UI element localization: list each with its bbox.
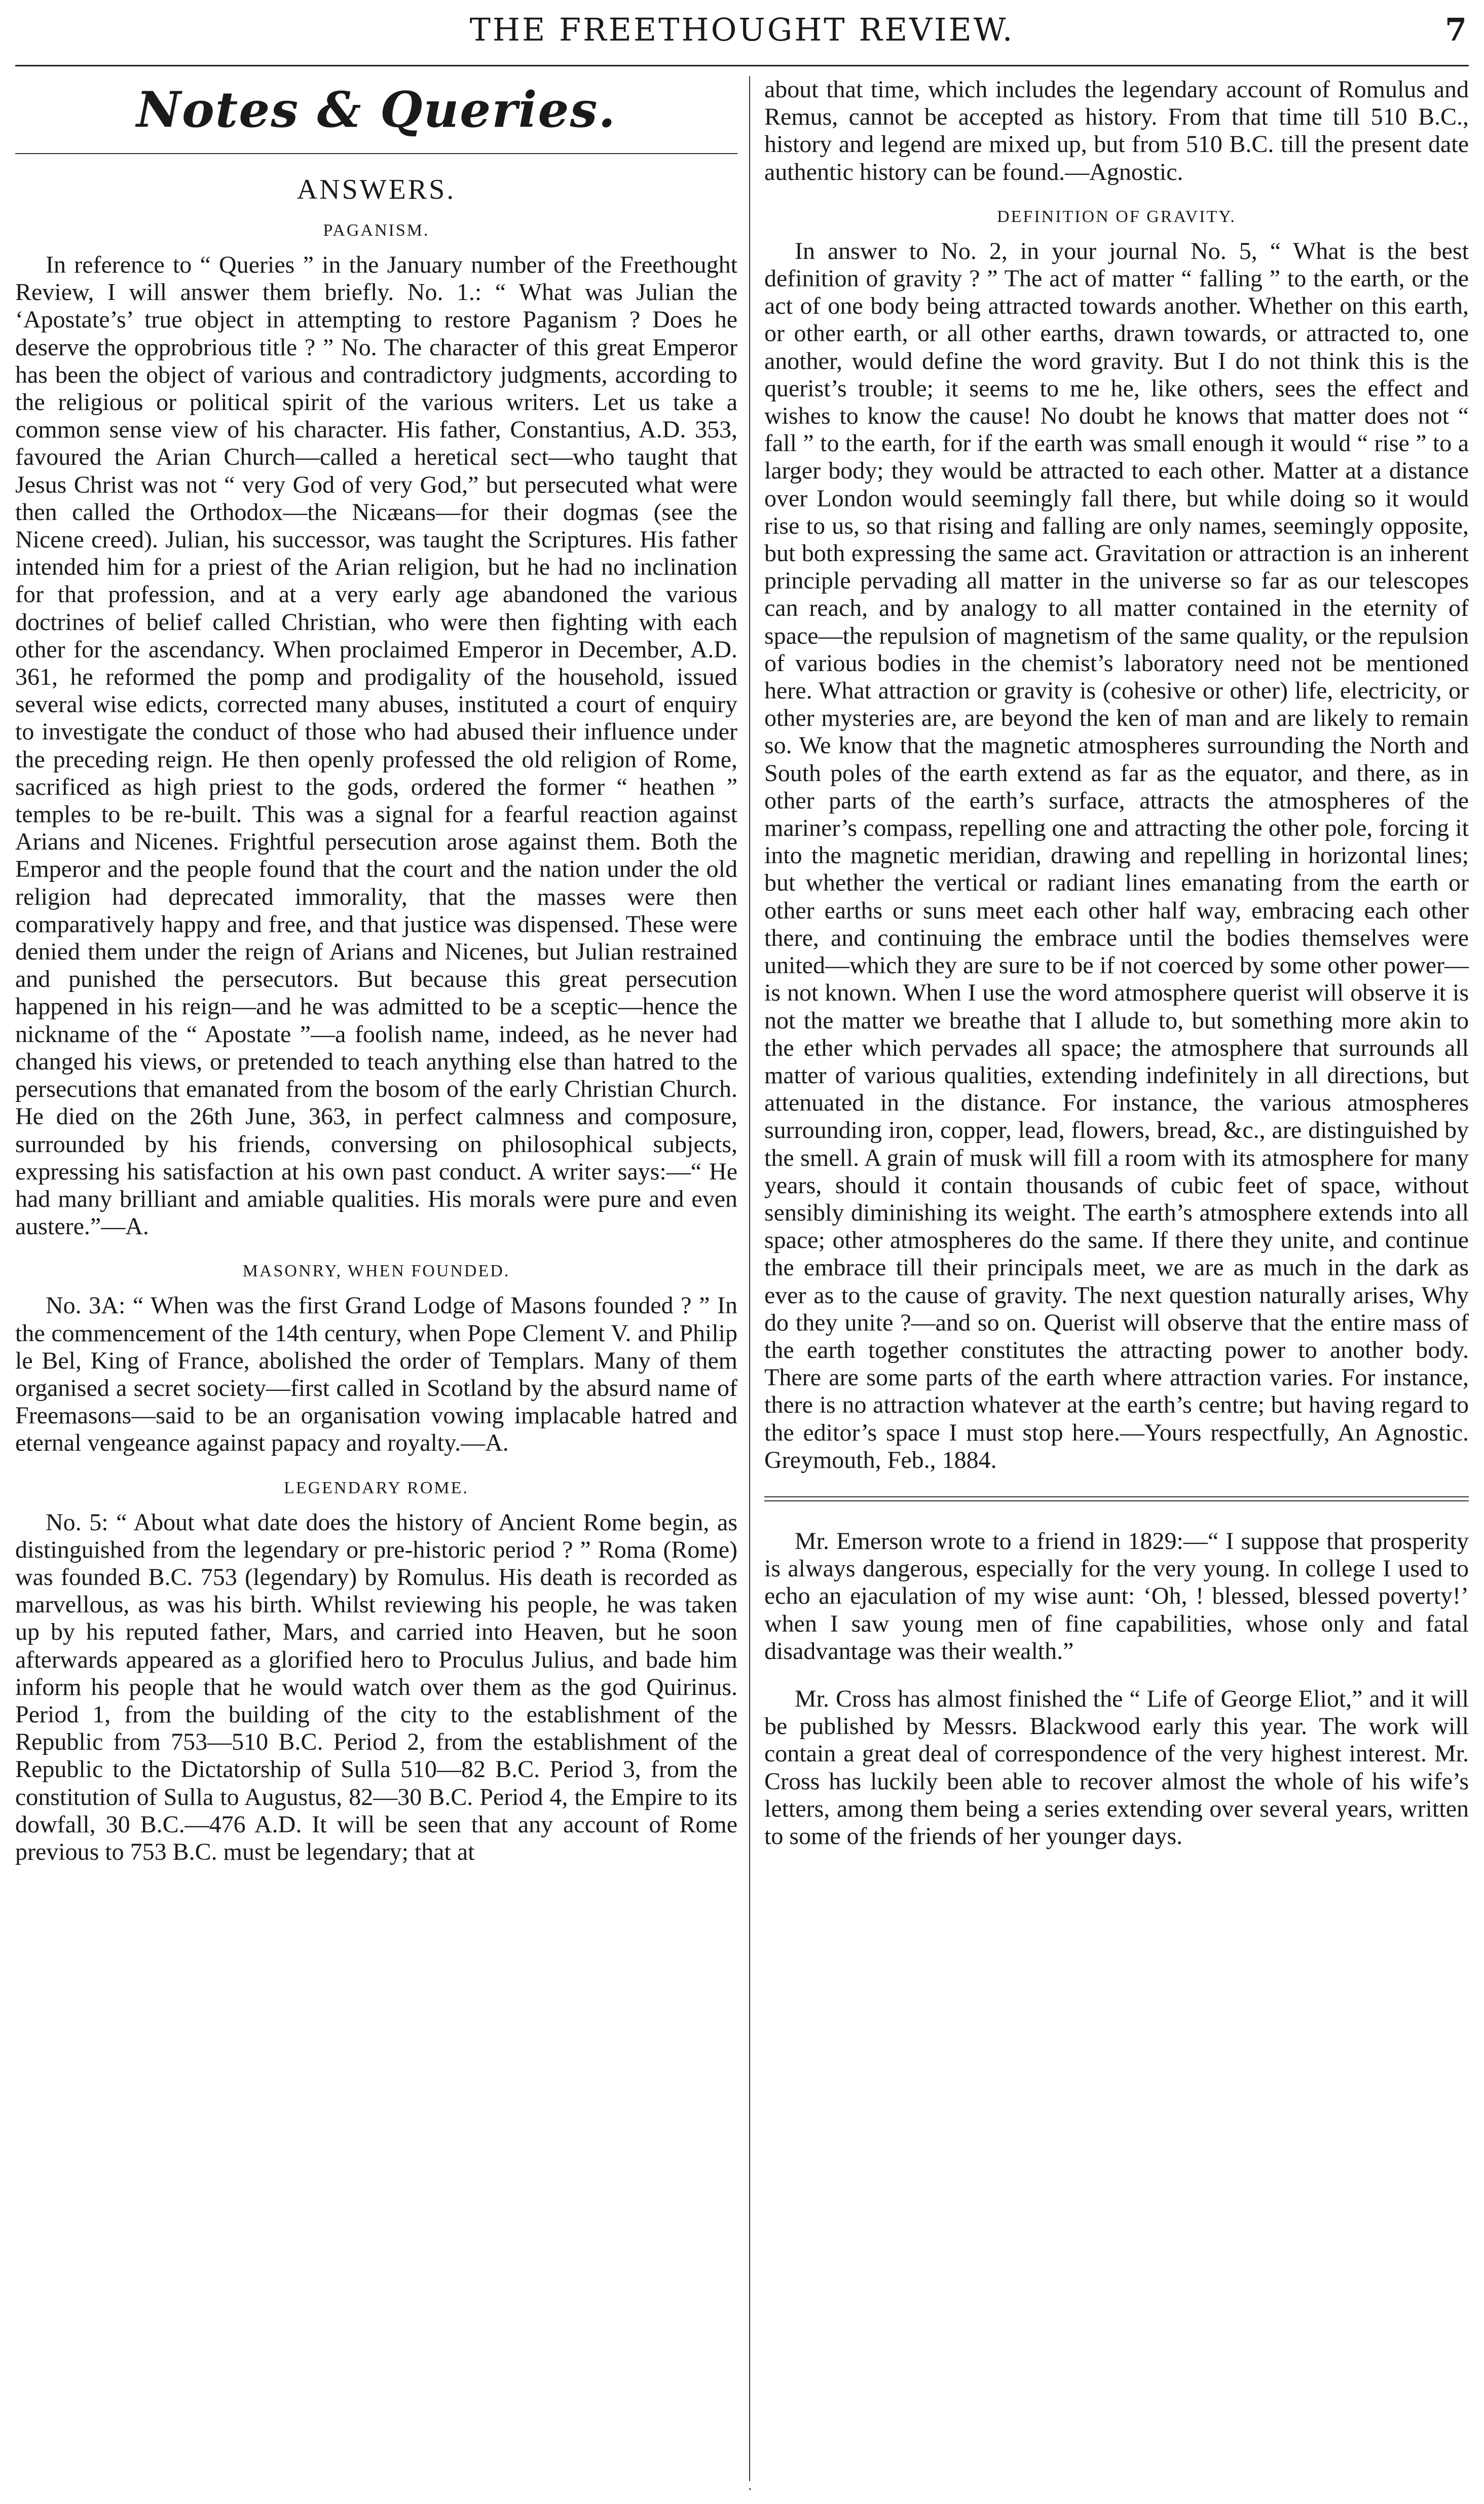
section-separator xyxy=(764,1496,1469,1501)
running-head: THE FREETHOUGHT REVIEW. xyxy=(469,11,1015,48)
footer-mark: . xyxy=(748,2476,753,2494)
rome-answer: No. 5: “ About what date does the history of Ancient Rome begin, as distinguished from the legendary or pre-historic period ? ” Roma (Rome) was founded B.C. 753 (legendary) by Romulus. His death is recorded as marvellous, as was his birth. Whilst reviewing his people, he was taken up by his reputed father, Mars, and carried into Heaven, but he soon afterwards appeared as a glorified hero to Proculus Julius, and bade him inform his people that he would watch over them as the god Quirinus. Period 1, from the building of the city to the establishment of the Republic from 753—510 B.C. Period 2, from the establishment of the Republic to the Dictatorship of Sulla 510—82 B.C. Period 3, from the constitution of Sulla to Augustus, 82—30 B.C. Period 4, the Empire to its dowfall, 30 B.C.—476 A.D. It will be seen that any account of Rome previous to 753 B.C. must be legendary; that at xyxy=(15,1508,737,1865)
gravity-heading: DEFINITION OF GRAVITY. xyxy=(997,207,1236,226)
paganism-answer: In reference to “ Queries ” in the January number of the Freethought Review, I will answer them briefly. No. 1.: “ What was Julian the ‘Apostate’s’ true object in attempting to restore Paganism ? Does he deserve the opprobrious title ? ” No. The character of this great Emperor has been the object of various and contradictory judgments, according to the religious or political spirit of the various writers. Let us take a common sense view of his character. His father, Constantius, A.D. 353, favoured the Arian Church—called a heretical sect—who taught that Jesus Christ was not “ very God of very God,” but persecuted what were then called the Orthodox—the Nicæans—for their dogmas (see the Nicene creed). Julian, his successor, was taught the Scriptures. His father intended him for a priest of the Arian religion, but he had no inclination for that profession, and at a very early age abandoned the various doctrines of belief called Christian, who were then fighting with each other for the ascendancy. When proclaimed Emperor in December, A.D. 361, he reformed the pomp and prodigality of the household, issued several wise edicts, corrected many abuses, instituted a court of enquiry to investigate the conduct of those who had abused their influence under the preceding reign. He then openly professed the old religion of Rome, sacrificed as high priest to the gods, ordered the former “ heathen ” temples to be re-built. This was a signal for a fearful reaction against Arians and Nicenes. Frightful persecution arose against them. Both the Emperor and the people found that the court and the nation under the old religion had deprecated immorality, that the masses were then comparatively happy and free, and that justice was dispensed. These were denied them under the reign of Arians and Nicenes, but Julian restrained and punished the persecutors. But because this great persecution happened in his reign—and he was admitted to be a sceptic—hence the nickname of the “ Apostate ”—a foolish name, indeed, as he never had changed his views, or pretended to teach anything else than hatred to the persecutions that emanated from the bosom of the early Christian Church. He died on the 26th June, 363, in perfect calmness and composure, surrounded by his friends, conversing on philosophical subjects, expressing his satisfaction at his own past conduct. A writer says:—“ He had many brilliant and amiable qualities. His morals were pure and even austere.”—A. xyxy=(15,251,737,1240)
left-column xyxy=(15,76,737,1866)
cross-note: Mr. Cross has almost finished the “ Life of George Eliot,” and it will be published by Messrs. Blackwood early this year. The work will contain a great deal of correspondence of the very highest interest. Mr. Cross has luckily been able to recover almost the whole of his wife’s letters, among them being a series extending over several years, written to some of the friends of her younger days. xyxy=(764,1685,1469,1850)
column-divider xyxy=(749,76,750,2481)
gravity-answer: In answer to No. 2, in your journal No. 5, “ What is the best definition of gravity ? ” The act of matter “ falling ” to the earth, or the act of one body being attracted towards another. Whether on this earth, or other earth, or all other earths, drawn towards, or attracted to, one another, would define the word gravity. But I do not think this is the querist’s trouble; it seems to me he, like others, sees the effect and wishes to know the cause! No doubt he knows that matter does not “ fall ” to the earth, for if the earth was small enough it would “ rise ” to a larger body; they would be attracted to each other. Matter at a distance over London would seemingly fall there, but while doing so it would rise to us, so that rising and falling are only names, seemingly opposite, but both expressing the same act. Gravitation or attraction is an inherent principle pervading all matter in the universe so far as our telescopes can reach, and by analogy to all matter contained in the eternity of space—the repulsion of magnetism of the same quality, or the repulsion of various bodies in the chemist’s laboratory need not be mentioned here. What attraction or gravity is (cohesive or other) life, electricity, or other mysteries are, are beyond the ken of man and are likely to remain so. We know that the magnetic atmospheres surrounding the North and South poles of the earth extend as far as the equator, and there, as in other parts of the earth’s surface, attracts the atmospheres of the mariner’s compass, repelling one and attracting the other pole, forcing it into the magnetic meridian, drawing and repelling in horizontal lines; but whether the vertical or radiant lines emanating from the earth or other earths or suns meet each other half way, embracing each other there, and continuing the embrace until the bodies themselves were united—which they are sure to be if not coerced by some other power—is not known. When I use the word atmosphere querist will observe it is not the matter we breathe that I allude to, but something more akin to the ether which pervades all space; the atmosphere that surrounds all matter of various qualities, extending indefinitely in all directions, but attenuated in the distance. For instance, the various atmospheres surrounding iron, copper, lead, flowers, bread, &c., are distinguished by the smell. A grain of musk will fill a room with its atmosphere for many years, should it contain thousands of cubic feet of space, without sensibly diminishing its weight. The earth’s atmosphere extends into all space; other atmospheres do the same. If there they unite, and continue the embrace till their principals meet, we are as much in the dark as ever as to the cause of gravity. The next question naturally arises, Why do they unite ?—and so on. Querist will observe that the entire mass of the earth together constitutes the attracting power to another body. There are some parts of the earth where attraction varies. For instance, there is no attraction whatever at the earth’s centre; but having regard to the editor’s space I must stop here.—Yours respectfully, An Agnostic. Greymouth, Feb., 1884. xyxy=(764,237,1469,1474)
page-header xyxy=(15,9,1469,65)
rome-heading: LEGENDARY ROME. xyxy=(284,1478,469,1497)
section-title: Notes & Queries. xyxy=(136,81,616,138)
page-number: 7 xyxy=(1444,11,1467,48)
masonry-heading: MASONRY, WHEN FOUNDED. xyxy=(242,1262,510,1281)
rome-answer-continued: about that time, which includes the legendary account of Romulus and Remus, cannot be accepted as history. From that time till 510 B.C., history and legend are mixed up, but from 510 B.C. till the present date authentic history can be found.—Agnostic. xyxy=(764,76,1469,186)
header-rule xyxy=(15,65,1469,66)
right-column xyxy=(764,76,1469,1850)
masonry-answer: No. 3A: “ When was the first Grand Lodge of Masons founded ? ” In the commencement of the 14th century, when Pope Clement V. and Philip le Bel, King of France, abolished the order of Templars. Many of them organised a secret society—first called in Scotland by the absurd name of Freemasons—said to be an organisation vowing implacable hatred and eternal vengeance against papacy and royalty.—A. xyxy=(15,1292,737,1457)
paragraph-gap xyxy=(764,1665,1469,1685)
paganism-heading: PAGANISM. xyxy=(323,221,430,240)
answers-heading: ANSWERS. xyxy=(296,174,456,205)
title-rule xyxy=(15,153,737,154)
emerson-note: Mr. Emerson wrote to a friend in 1829:—“ I suppose that prosperity is always dangerous, especially for the very young. In college I used to echo an ejaculation of my wise aunt: ‘Oh, ! blessed, blessed poverty!’ when I saw young men of fine capabilities, whose only and fatal disadvantage was their wealth.” xyxy=(764,1527,1469,1665)
